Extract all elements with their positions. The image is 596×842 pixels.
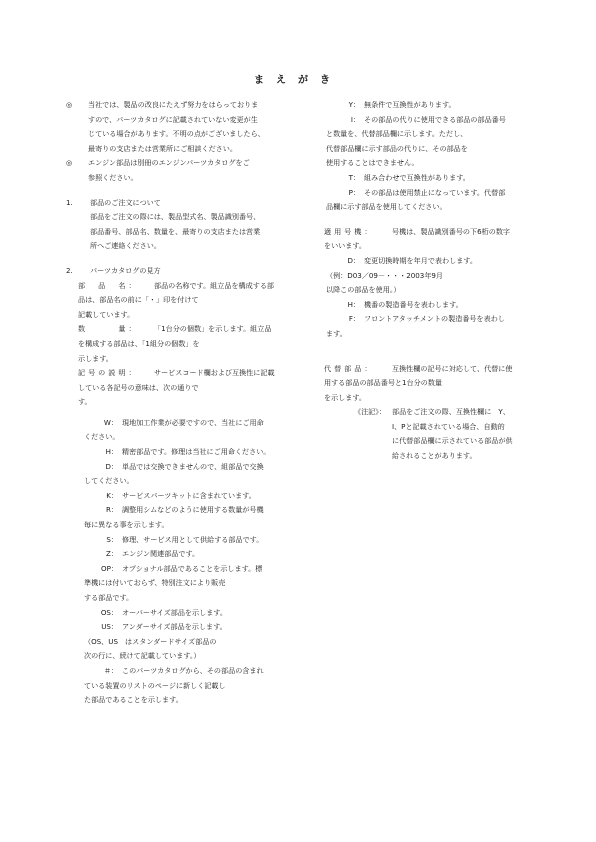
label-term: 《注記》： <box>354 407 386 417</box>
code-r <box>66 503 314 532</box>
code-symbol: Z： <box>106 549 118 559</box>
code-y <box>324 98 560 113</box>
paragraph-line: じている場合があります。不明の点がございましたら、 <box>88 129 265 139</box>
label-line: 記載しています。 <box>78 309 135 319</box>
paragraph-line: すので、パーツカタログに記載されていない変更が生 <box>88 114 258 124</box>
code-line: 無条件で互換性があります。 <box>364 100 456 109</box>
code-line: 使用することはできません。 <box>326 158 419 168</box>
label-term: 適用号機： <box>324 226 375 236</box>
label-applicable-machine <box>324 225 560 254</box>
label-line: 用する部品の部品番号と1台分の数量 <box>324 378 443 388</box>
code-hash <box>66 664 314 708</box>
code-os <box>66 606 314 621</box>
left-column <box>66 98 314 708</box>
label-line: I、Pと記載されている場合、自動的 <box>392 421 505 431</box>
code-d <box>66 460 314 489</box>
code-d-date <box>324 254 560 298</box>
label-line: 部品をご注文の際、互換性欄に Y、 <box>392 407 510 417</box>
section-number: 1. <box>66 197 73 207</box>
label-term: 数 量： <box>78 324 139 334</box>
section-line: 部品をご注文の際には、製品型式名、製品識別番号、 <box>90 212 261 222</box>
label-replacement-part <box>324 362 560 406</box>
code-symbol: K： <box>106 490 118 500</box>
section-line: 部品番号、部品名、数量を、最寄りの支店または営業 <box>90 226 261 236</box>
paragraph-line: 参照ください。 <box>88 172 138 182</box>
code-line: 毎に異なる事を示します。 <box>84 520 169 530</box>
code-line: 組み合わせで互換性があります。 <box>364 172 470 182</box>
code-h-serial <box>324 298 560 313</box>
code-k <box>66 489 314 504</box>
code-line: このパーツカタログから、その部品の含まれ <box>122 665 264 675</box>
code-line: フロントアタッチメントの製造番号を表わし <box>364 314 505 324</box>
code-symbol: W： <box>103 417 118 427</box>
right-column <box>324 98 560 464</box>
code-line: （例：D03／09－・・・2003年9月 <box>326 270 444 280</box>
code-line: その部品の代りに使用できる部品の部品番号 <box>364 114 506 124</box>
page-title: まえがき <box>254 75 342 86</box>
bullet-mark: ◎ <box>66 100 73 109</box>
code-symbol: T： <box>348 172 360 182</box>
code-line: た部品であることを示します。 <box>84 695 183 705</box>
code-line: 以降この部品を使用。） <box>326 285 401 295</box>
code-line: アンダーサイズ部品を示します。 <box>122 622 227 632</box>
label-term: 代替部品： <box>324 363 375 373</box>
code-symbol: ＃： <box>103 665 118 675</box>
code-symbol: OP： <box>101 563 118 573</box>
code-line: ている装置のリストのページに新しく記載し <box>84 680 226 690</box>
code-z <box>66 547 314 562</box>
code-line: オーバーサイズ部品を示します。 <box>122 607 227 617</box>
code-line: と数量を、代替部品欄に示します。ただし、 <box>326 129 468 139</box>
code-line: ます。 <box>326 328 347 338</box>
label-line: をいいます。 <box>324 241 366 251</box>
code-line: 準機には付いておらず、特別注文により販売 <box>84 578 226 588</box>
code-line: 単品では交換できませんので、組部品で交換 <box>122 461 264 471</box>
code-h <box>66 445 314 460</box>
code-p <box>324 186 560 215</box>
code-line: 現地加工作業が必要ですので、当社にご用命 <box>122 417 264 427</box>
code-symbol: P： <box>348 187 360 197</box>
code-line: 修理、サービス用として供給する部品です。 <box>122 534 264 544</box>
section-line: 所へご連絡ください。 <box>90 241 161 251</box>
code-line: 調整用シムなどのように使用する数量が号機 <box>122 505 264 515</box>
code-line: する部品です。 <box>84 593 134 602</box>
code-symbol: H： <box>105 447 118 457</box>
code-line: 品欄に示す部品を使用してください。 <box>326 202 447 212</box>
code-line: エンジン関連部品です。 <box>122 549 200 559</box>
label-line: している各記号の意味は、次の通りで <box>78 382 199 392</box>
code-line: オプショナル部品であることを示します。標 <box>122 563 263 573</box>
code-line: ください。 <box>84 432 120 442</box>
intro-paragraph-1 <box>66 98 314 156</box>
label-line: を示します。 <box>324 392 366 402</box>
code-line: 変更切換時期を年月で表わします。 <box>364 255 477 265</box>
intro-paragraph-2 <box>66 156 314 185</box>
code-line: 精密部品です。修理は当社にご用命ください。 <box>122 447 271 457</box>
code-f-front <box>324 312 560 341</box>
code-op <box>66 562 314 606</box>
label-line: す。 <box>78 397 92 407</box>
code-symbol: H： <box>347 299 360 309</box>
code-line: 代替部品欄に示す部品の代りに、その部品を <box>326 143 468 153</box>
code-line: （OS、US はスタンダードサイズ部品の <box>84 636 217 646</box>
section-heading: 部品のご注文について <box>90 197 161 207</box>
code-symbol: OS： <box>100 607 118 617</box>
label-line: 号機は、製品識別番号の下6桁の数字 <box>392 226 511 236</box>
code-line: 次の行に、続けて記載しています。） <box>84 651 201 661</box>
label-line: 示します。 <box>78 353 113 363</box>
paragraph-line: 最寄りの支店または営業所にご相談ください。 <box>88 143 237 153</box>
label-line: 部品の名称です。組立品を構成する部 <box>154 280 275 290</box>
label-line: 給されることがあります。 <box>392 451 477 461</box>
label-line: 互換性欄の記号に対応して、代替に使 <box>392 363 513 373</box>
label-line: 品は、部品名の前に「・」印を付けて <box>78 295 199 305</box>
label-symbol-legend <box>66 366 314 410</box>
label-term: 記号の説明： <box>78 368 139 378</box>
label-line: 「1台分の個数」を示します。組立品 <box>154 324 272 334</box>
code-symbol: F： <box>348 314 360 324</box>
code-i <box>324 113 560 171</box>
code-s <box>66 533 314 548</box>
label-line: を構成する部品は、「1組分の個数」を <box>78 338 200 348</box>
code-line: 機番の製造番号を表わします。 <box>364 299 463 309</box>
code-symbol: US： <box>101 622 118 632</box>
section-heading: パーツカタログの見方 <box>90 265 161 275</box>
code-line: その部品は使用禁止になっています。代替部 <box>364 187 506 197</box>
label-part-name <box>66 279 314 323</box>
label-quantity <box>66 322 314 366</box>
section-number: 2. <box>66 265 73 275</box>
code-symbol: D： <box>347 255 360 265</box>
bullet-mark: ◎ <box>66 158 73 168</box>
code-us <box>66 620 314 664</box>
code-line: してください。 <box>84 476 134 486</box>
section-ordering-parts <box>66 196 314 254</box>
label-line: サービスコード欄および互換性に記載 <box>154 368 275 378</box>
section-how-to-read <box>66 264 314 279</box>
code-symbol: R： <box>105 505 118 515</box>
code-symbol: I： <box>350 114 360 124</box>
code-symbol: Y： <box>348 100 360 109</box>
paragraph-line: エンジン部品は別冊のエンジンパーツカタログをご <box>88 158 250 168</box>
code-line: サービスパーツキットに含まれています。 <box>122 490 256 500</box>
code-symbol: D： <box>105 461 118 471</box>
label-note <box>324 405 560 463</box>
paragraph-line: 当社では、製品の改良にたえず努力をはらっておりま <box>88 100 259 109</box>
code-symbol: S： <box>106 534 118 544</box>
label-line: に代替部品欄に示されている部品が供 <box>392 436 513 446</box>
label-term: 部 品 名： <box>78 280 139 290</box>
code-t <box>324 171 560 186</box>
code-w <box>66 416 314 445</box>
